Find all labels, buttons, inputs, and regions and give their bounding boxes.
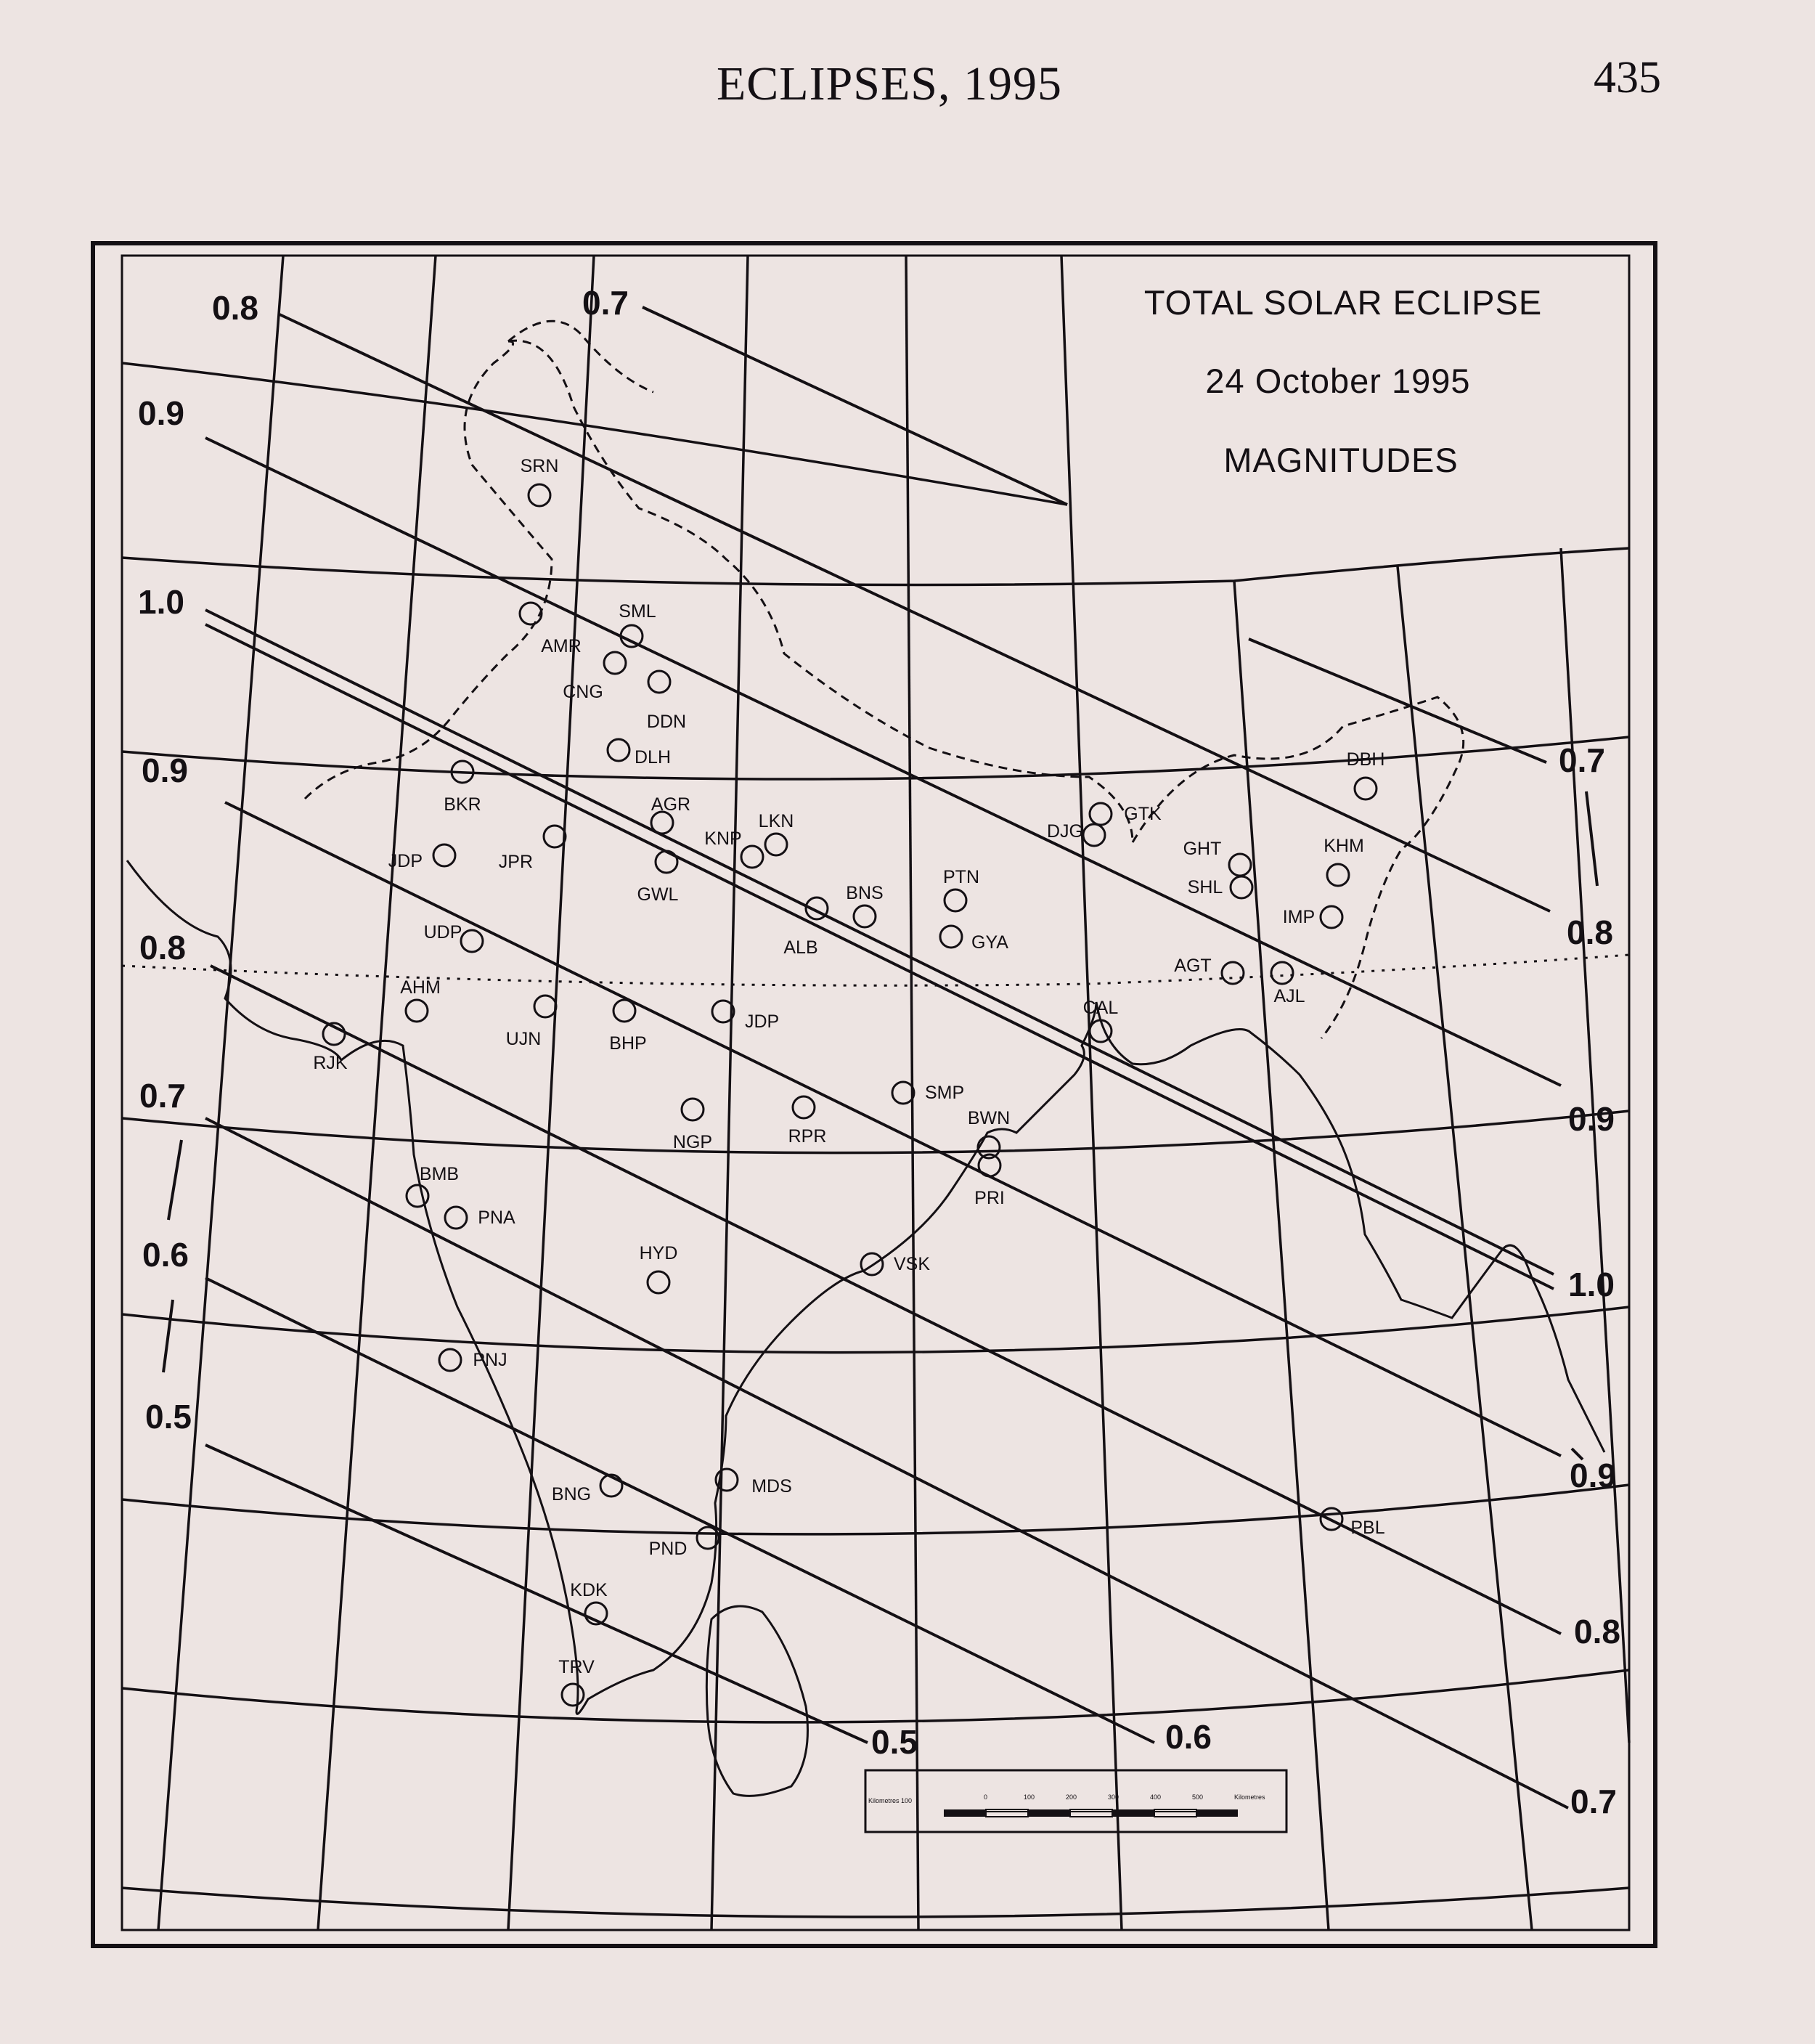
mag-label: 0.6 <box>1165 1718 1212 1756</box>
city-marker <box>861 1253 883 1275</box>
city-label: DDN <box>646 712 687 732</box>
magnitude-lines <box>205 307 1568 1808</box>
city-label: CNG <box>563 682 603 702</box>
city-label: SMP <box>925 1083 965 1103</box>
city-label: DJG <box>1047 821 1083 842</box>
city-label: BKR <box>444 794 481 815</box>
city-label: GTK <box>1124 804 1162 824</box>
city-label: KHM <box>1323 836 1364 856</box>
mag-label: 0.8 <box>1574 1613 1620 1650</box>
city-label: BNG <box>551 1484 592 1505</box>
city-marker <box>741 846 763 868</box>
city-label: PND <box>648 1539 688 1559</box>
map-title-line2: 24 October 1995 <box>1205 362 1471 400</box>
map-title-line3: MAGNITUDES <box>1223 441 1459 479</box>
city-marker <box>439 1349 461 1371</box>
mag-label: 0.8 <box>212 289 258 327</box>
scale-label-left: Kilometres 100 <box>868 1797 913 1804</box>
city-marker <box>562 1684 584 1706</box>
city-label: PBL <box>1350 1518 1385 1538</box>
city-label: JPR <box>498 852 533 872</box>
scale-label-right: Kilometres <box>1234 1793 1265 1801</box>
city-label: GWL <box>637 884 679 905</box>
city-marker <box>1327 864 1349 886</box>
mag-label: 0.5 <box>871 1723 918 1761</box>
mag-label: 0.9 <box>1568 1100 1615 1138</box>
city-marker <box>520 603 542 624</box>
mag-label: 0.7 <box>1570 1783 1617 1820</box>
mag-label: 0.9 <box>1570 1457 1616 1494</box>
mag-label: 0.7 <box>139 1077 186 1115</box>
city-label: GYA <box>971 932 1008 953</box>
city-label: AMR <box>541 636 582 656</box>
mag-label: 0.7 <box>1559 741 1605 779</box>
magnitude-labels <box>138 284 1620 1820</box>
city-label: RPR <box>788 1126 827 1147</box>
city-marker <box>1229 854 1251 876</box>
city-label: AGT <box>1174 956 1212 976</box>
magnitude-line <box>280 314 1550 911</box>
city-marker <box>793 1096 815 1118</box>
map-outer-frame <box>93 243 1655 1946</box>
city-marker <box>461 930 483 952</box>
city-marker <box>651 812 673 834</box>
city-label: NGP <box>672 1132 713 1152</box>
city-marker <box>433 844 455 866</box>
city-label: AHM <box>400 977 441 998</box>
scale-tick: 400 <box>1150 1793 1162 1801</box>
city-marker <box>406 1000 428 1022</box>
scale-bar <box>865 1770 1286 1832</box>
city-label: BHP <box>609 1033 647 1054</box>
city-label: JDP <box>745 1011 780 1032</box>
city-marker <box>445 1207 467 1229</box>
city-marker <box>648 671 670 693</box>
city-marker <box>621 625 643 647</box>
mag-label: 0.9 <box>138 394 184 432</box>
city-label: BWN <box>967 1108 1011 1128</box>
scale-tick: 200 <box>1066 1793 1077 1801</box>
city-marker <box>656 851 677 873</box>
city-label: AGR <box>650 794 691 815</box>
coastline <box>127 321 1604 1796</box>
city-marker <box>648 1271 669 1293</box>
city-label: MDS <box>751 1476 792 1497</box>
magnitude-line <box>643 307 1067 505</box>
city-label: LKN <box>758 811 794 831</box>
scale-tick: 300 <box>1108 1793 1119 1801</box>
city-label: CAL <box>1082 998 1119 1018</box>
city-label: PNA <box>478 1208 515 1228</box>
city-marker <box>1271 962 1293 984</box>
city-label: DLH <box>635 747 672 767</box>
city-label: HYD <box>639 1243 678 1263</box>
city-marker <box>682 1099 703 1120</box>
mag-label: 0.6 <box>142 1236 189 1274</box>
city-label: KNP <box>704 828 742 849</box>
city-label: GHT <box>1183 839 1222 859</box>
city-label: PNJ <box>473 1350 507 1370</box>
city-label: UDP <box>423 922 462 942</box>
city-label: ALB <box>783 937 818 958</box>
city-marker <box>608 739 629 761</box>
page-header-title: ECLIPSES, 1995 <box>716 57 1063 110</box>
scale-tick: 500 <box>1192 1793 1204 1801</box>
page-number: 435 <box>1594 53 1661 102</box>
city-label: DBH <box>1346 749 1385 770</box>
city-marker <box>940 926 962 948</box>
city-marker <box>892 1082 914 1104</box>
city-marker <box>1321 906 1342 928</box>
city-marker <box>407 1185 428 1207</box>
map-title-line1: TOTAL SOLAR ECLIPSE <box>1143 283 1543 322</box>
city-label: IMP <box>1282 907 1316 927</box>
tropic-line <box>122 955 1629 985</box>
city-marker <box>544 826 566 847</box>
city-label: VSK <box>893 1254 931 1274</box>
mag-label: 1.0 <box>138 583 184 621</box>
city-label: UJN <box>505 1029 542 1049</box>
city-marker <box>945 889 966 911</box>
mag-label: 0.9 <box>142 752 188 789</box>
scale-tick: 100 <box>1024 1793 1035 1801</box>
city-label: SHL <box>1187 877 1223 897</box>
mag-label: 0.7 <box>582 284 629 322</box>
city-marker <box>1083 824 1105 846</box>
city-marker <box>1090 803 1112 825</box>
magnitude-line <box>205 610 1554 1274</box>
city-label: BMB <box>419 1164 460 1184</box>
city-marker <box>613 1000 635 1022</box>
city-marker <box>529 484 550 506</box>
city-label: SRN <box>520 456 559 476</box>
scale-tick: 0 <box>984 1793 988 1801</box>
city-marker <box>765 834 787 855</box>
city-label: TRV <box>558 1657 595 1677</box>
city-marker <box>1231 876 1252 898</box>
city-label: PRI <box>974 1188 1005 1208</box>
city-label: PTN <box>943 867 979 887</box>
city-marker <box>1222 962 1244 984</box>
magnitude-line-short <box>1249 639 1546 762</box>
city-markers <box>313 456 1384 1706</box>
city-marker <box>854 905 876 927</box>
magnitude-line <box>225 802 1561 1456</box>
city-marker <box>604 652 626 674</box>
city-label: RJK <box>313 1053 348 1073</box>
mag-label: 1.0 <box>1568 1266 1615 1303</box>
city-label: SML <box>619 601 656 622</box>
city-marker <box>534 995 556 1017</box>
mag-label: 0.8 <box>139 929 186 966</box>
mag-label: 0.5 <box>145 1398 192 1436</box>
city-label: BNS <box>846 883 884 903</box>
city-marker <box>1355 778 1376 799</box>
city-label: JDP <box>388 851 423 871</box>
city-label: KDK <box>570 1580 608 1600</box>
mag-label: 0.8 <box>1567 913 1613 951</box>
city-label: AJL <box>1273 986 1305 1006</box>
